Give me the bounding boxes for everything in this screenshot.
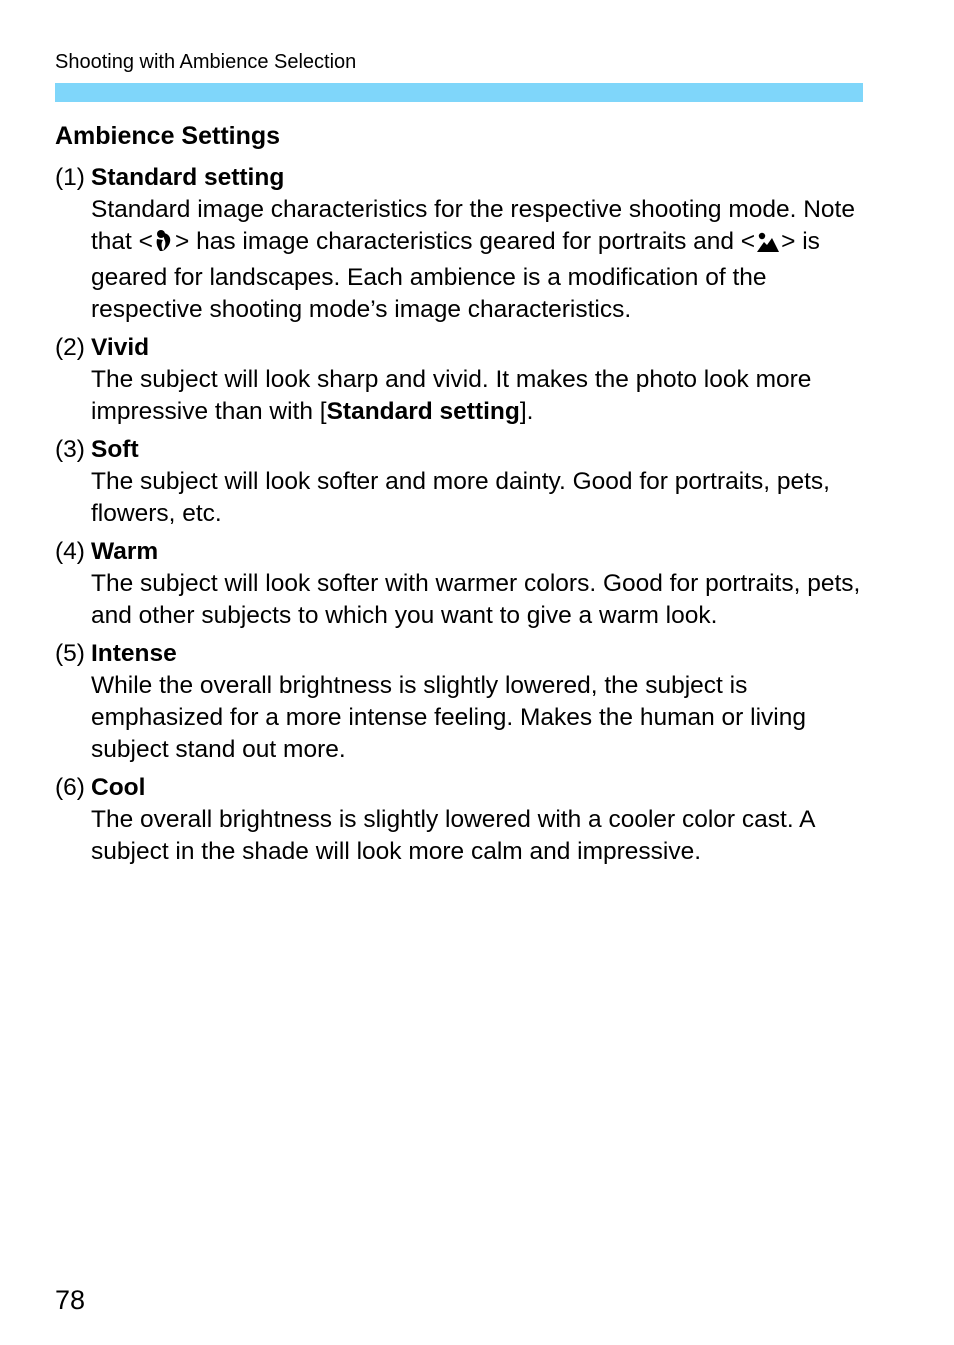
item-label: Cool: [91, 774, 146, 801]
header-bar: [55, 83, 863, 102]
section-header: Shooting with Ambience Selection: [55, 51, 357, 73]
list-item-vivid: [55, 332, 863, 428]
item-description: The subject will look sharp and vivid. It makes the photo look more impressive than with [Standard setting].: [91, 366, 812, 425]
list-item-cool: [55, 772, 863, 868]
item-description: Standard image characteristics for the respective shooting mode. Note that < > has image characteristics geared for portraits and < > is geared for landscapes. Each ambience is a modification of the respective shooting mode’s image characteristics.: [91, 196, 855, 323]
list-item-intense: [55, 638, 863, 766]
item-label: Standard setting: [91, 164, 285, 191]
page-title: Ambience Settings: [55, 122, 281, 150]
page-number: 78: [55, 1285, 86, 1315]
list-item-standard-setting: [55, 162, 863, 326]
item-number: (1): [55, 164, 85, 191]
item-description: The subject will look softer and more dainty. Good for portraits, pets, flowers, etc.: [91, 468, 830, 527]
item-label: Intense: [91, 640, 177, 667]
list-item-soft: [55, 434, 863, 530]
item-number: (2): [55, 334, 85, 361]
item-number: (3): [55, 436, 85, 463]
item-number: (6): [55, 774, 85, 801]
item-label: Soft: [91, 436, 139, 463]
list-item-warm: [55, 536, 863, 632]
settings-list: [55, 162, 863, 874]
item-label: Warm: [91, 538, 159, 565]
portrait-mode-icon: [154, 229, 174, 262]
item-number: (4): [55, 538, 85, 565]
item-description: While the overall brightness is slightly lowered, the subject is emphasized for a more intense feeling. Makes the human or living subject stand out more.: [91, 672, 806, 763]
landscape-mode-icon: [756, 230, 780, 262]
item-label: Vivid: [91, 334, 150, 361]
item-description: The overall brightness is slightly lowered with a cooler color cast. A subject in the shade will look more calm and impressive.: [91, 806, 815, 865]
item-number: (5): [55, 640, 85, 667]
item-description: The subject will look softer with warmer colors. Good for portraits, pets, and other subjects to which you want to give a warm look.: [91, 570, 861, 629]
